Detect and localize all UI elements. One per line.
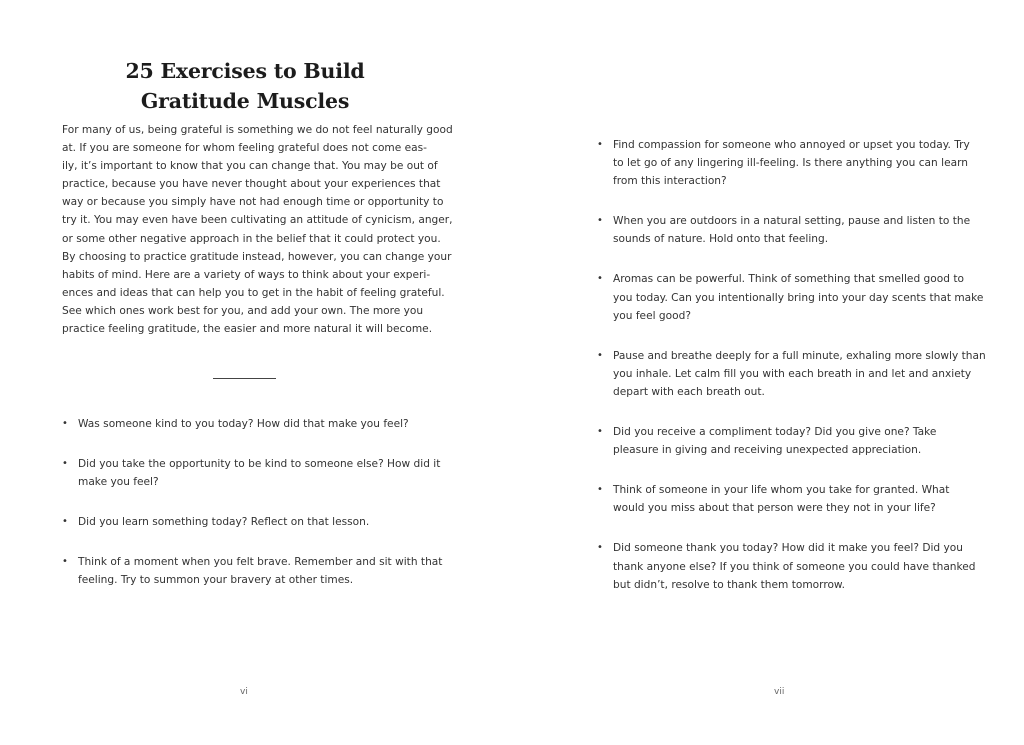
- list-item: [597, 539, 977, 593]
- list-item-text: Think of someone in your life whom you take for granted. What: [613, 484, 950, 497]
- list-item-text: Did you take the opportunity to be kind to someone else? How did it: [78, 458, 441, 471]
- page-number: vi: [240, 687, 248, 697]
- exercise-list-left: [62, 415, 442, 590]
- intro-line: habits of mind. Here are a variety of ways to think about your experi-: [62, 268, 431, 281]
- list-item-text: Was someone kind to you today? How did that make you feel?: [78, 418, 409, 430]
- bullet-icon: •: [597, 484, 603, 496]
- intro-line: practice, because you have never thought about your experiences that: [62, 178, 441, 191]
- list-item-text: you inhale. Let calm fill you with each breath in and let and anxiety: [613, 367, 972, 380]
- bullet-icon: •: [62, 516, 68, 528]
- list-item-text: to let go of any lingering ill-feeling. Is there anything you can learn: [613, 157, 968, 170]
- list-item: [597, 136, 977, 190]
- bullet-icon: •: [597, 349, 603, 361]
- list-item-text: make you feel?: [78, 476, 159, 489]
- list-item-text: but didn’t, resolve to thank them tomorrow.: [613, 578, 845, 591]
- title-line: Gratitude Muscles: [140, 89, 350, 113]
- list-item-text: sounds of nature. Hold onto that feeling.: [613, 233, 829, 246]
- list-item: [597, 481, 977, 517]
- bullet-icon: •: [597, 426, 603, 438]
- exercise-list-right: [597, 136, 986, 594]
- bullet-icon: •: [62, 458, 68, 470]
- list-item: [597, 212, 977, 248]
- list-item-text: would you miss about that person were they not in your life?: [613, 502, 936, 515]
- intro-line: practice feeling gratitude, the easier and more natural it will become.: [62, 323, 433, 336]
- list-item: [597, 423, 977, 459]
- list-item-text: you today. Can you intentionally bring into your day scents that make: [613, 291, 984, 304]
- intro-line: ences and ideas that can help you to get in the habit of feeling grateful.: [62, 286, 445, 299]
- intro-line: try it. You may even have been cultivating an attitude of cynicism, anger,: [62, 214, 453, 227]
- list-item: [62, 455, 442, 491]
- list-item: [62, 415, 442, 433]
- intro-line: See which ones work best for you, and add your own. The more you: [62, 304, 424, 317]
- section-divider: [213, 378, 276, 379]
- bullet-icon: •: [597, 139, 603, 150]
- intro-line: ily, it’s important to know that you can change that. You may be out of: [62, 160, 438, 173]
- list-item-text: from this interaction?: [613, 175, 727, 188]
- list-item-text: Think of a moment when you felt brave. Remember and sit with that: [78, 556, 443, 569]
- list-item-text: thank anyone else? If you think of someone you could have thanked: [613, 560, 976, 573]
- list-item-text: pleasure in giving and receiving unexpected appreciation.: [613, 444, 922, 457]
- list-item-text: Pause and breathe deeply for a full minute, exhaling more slowly than: [613, 349, 986, 362]
- list-item-text: Find compassion for someone who annoyed or upset you today. Try: [613, 139, 970, 151]
- list-item-text: When you are outdoors in a natural setting, pause and listen to the: [613, 215, 971, 228]
- page-number: vii: [774, 687, 785, 697]
- bullet-icon: •: [597, 542, 603, 554]
- list-item-text: Aromas can be powerful. Think of something that smelled good to: [613, 273, 964, 286]
- intro-line: at. If you are someone for whom feeling grateful does not come eas-: [62, 142, 427, 155]
- list-item: [597, 347, 986, 401]
- list-item-text: you feel good?: [613, 309, 691, 322]
- page-title: [62, 56, 428, 116]
- list-item-text: feeling. Try to summon your bravery at other times.: [78, 574, 354, 587]
- intro-line: way or because you simply have not had enough time or opportunity to: [62, 196, 444, 209]
- intro-line: For many of us, being grateful is something we do not feel naturally good: [62, 124, 453, 136]
- list-item-text: Did someone thank you today? How did it make you feel? Did you: [613, 542, 963, 555]
- bullet-icon: •: [597, 273, 603, 285]
- list-item-text: Did you learn something today? Reflect on that lesson.: [78, 516, 370, 529]
- list-item: [62, 553, 442, 589]
- bullet-icon: •: [597, 215, 603, 227]
- title-line: 25 Exercises to Build: [125, 59, 365, 83]
- list-item: [62, 513, 442, 531]
- list-item: [597, 270, 984, 324]
- list-item-text: Did you receive a compliment today? Did you give one? Take: [613, 426, 937, 439]
- list-item-text: depart with each breath out.: [613, 385, 765, 398]
- bullet-icon: •: [62, 418, 68, 429]
- intro-line: or some other negative approach in the belief that it could protect you.: [62, 232, 441, 245]
- bullet-icon: •: [62, 556, 68, 568]
- intro-paragraph: [62, 121, 453, 338]
- intro-line: By choosing to practice gratitude instead, however, you can change your: [62, 250, 452, 263]
